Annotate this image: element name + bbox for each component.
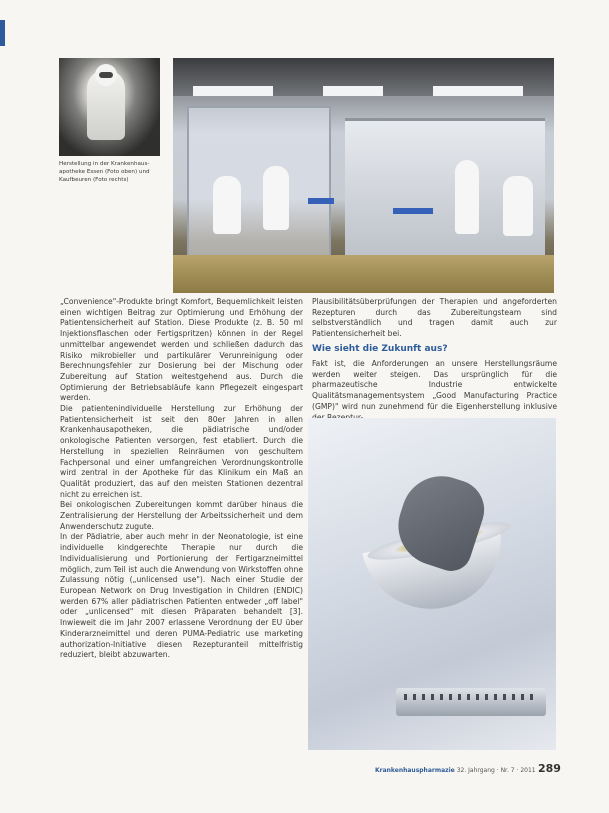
- paragraph: Fakt ist, die Anforderungen an unsere Herstellungsräume werden weiter steigen. Das ursprünglich für die pharmazeutische Industrie entwickelte Qualitätsmanagementsystem „Good Manufacturing Practice (GMP)" wird nun zunehmend für die Eigenherstellung inklusive: [312, 359, 557, 411]
- right-column-top: [312, 297, 557, 340]
- page-footer: [375, 767, 536, 774]
- page-number: 289: [538, 762, 561, 775]
- paragraph: Plausibilitätsüberprüfungen der Therapien und angeforderten Rezepturen durch das Zubereitungsteam sind selbstverständlich und tragen damit auch zur Patientensicherheit bei.: [312, 297, 557, 339]
- paragraph: Bei onkologischen Zubereitungen kommt darüber hinaus die Zentralisierung der Herstellung der Arbeitssicherheit und dem Anwenderschutz zugute.: [60, 500, 303, 531]
- journal-issue: 32. Jahrgang · Nr. 7 · 2011: [456, 767, 536, 774]
- gloved-hand-weighing-photo: [308, 418, 556, 750]
- paragraph: Die patientenindividuelle Herstellung zur Erhöhung der Patientensicherheit ist seit den 80er Jahren in allen Krankenhausapotheken, die pädiatrische und/oder onkologische Patienten versorgen, fest etabliert. Durch die Herstellung in speziellen Reinräumen von geschultem Fachpersonal und einer umfangreichen Verordnungskontrolle wird zentral in der Apotheke für das Klinikum ein Maß an Qualität produziert, das auf den meisten Stationen dezentral nicht zu erreichen ist.: [60, 404, 303, 499]
- paragraph: „Convenience"-Produkte bringt Komfort, Bequemlichkeit leisten einen wichtigen Beitrag zur Optimierung und Erhöhung der Patientensicherheit auf Station. Diese Produkte (z. B. 50 ml Injektionsflaschen oder Fertigspritzen) können in der Regel unmittelbar angewendet werden und schließen dadurch das Risiko mikrobieller und partikulärer Verunreinigung oder Berechnungsfehler zur Dosierung bei der Mischung oder Zubereitung auf Station weitestgehend aus. Durch die Optimierung der Betriebsabläufe kann Pflegezeit eingespart werden.: [60, 297, 303, 403]
- left-column: [60, 297, 303, 661]
- left-accent-bar: [0, 20, 5, 46]
- cleanroom-lab-photo: [173, 58, 554, 293]
- paragraph: In der Pädiatrie, aber auch mehr in der Neonatologie, ist eine individuelle kindgerechte Therapie nur durch die Individualisierung und Portionierung der Fertigarzneimittel möglich, zum Teil ist auch die Anwendung von Wirkstoffen ohne Zulassung nötig („unlicensed use"). Nach einer Studie der European Network on Drug Investigation in Children (ENDIC) werden 67% aller pädiatrischen Patienten entweder „off label" oder „unlicensed" mit diesen Präparaten behandelt [3]. Inwieweit die im Jahr 2007 erlassene Verordnung der EU über Kinderarzneimittel und deren PUMA-Pediatric use marketing authorization-Initiative diesen Rezepturanteil mittelfristig reduziert, bleibt abzuwarten.: [60, 532, 303, 660]
- photo-caption: Herstellung in der Krankenhaus-apotheke Essen (Foto oben) und Kaufbeuren (Foto rechts): [59, 161, 150, 183]
- section-heading: Wie sieht die Zukunft aus?: [312, 344, 448, 354]
- journal-name: Krankenhauspharmazie: [375, 767, 455, 774]
- right-column-mid: [312, 359, 557, 423]
- cleanroom-worker-photo: [59, 58, 160, 156]
